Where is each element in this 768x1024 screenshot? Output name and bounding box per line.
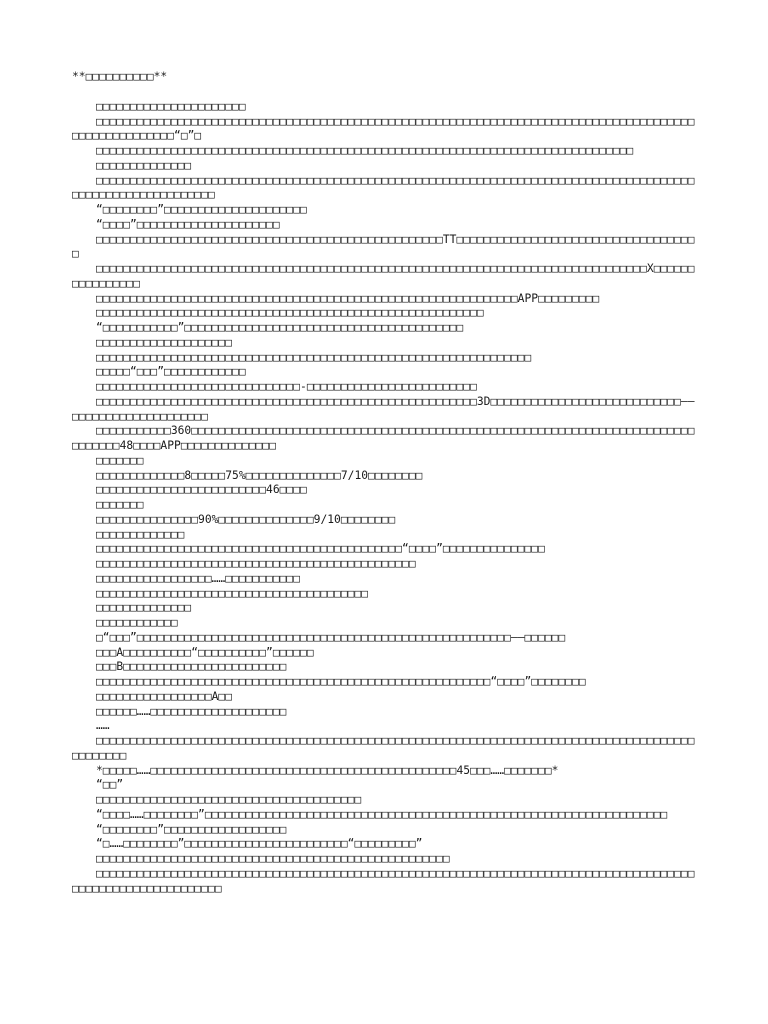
paragraph: “□□□□□□□□”□□□□□□□□□□□□□□□□□□□□□ xyxy=(96,203,307,216)
paragraph: □□□□□□□□□□□□□□ xyxy=(96,158,192,172)
paragraph: □□□B□□□□□□□□□□□□□□□□□□□□□□□□ xyxy=(96,660,287,674)
paragraph: “□□” xyxy=(96,778,124,792)
paragraph: …… xyxy=(96,719,110,733)
paragraph: □□□□□□□□□□□□□□□□□□□□□□□□□46□□□□ xyxy=(96,483,307,497)
paragraph: □□□□□□□□□□□□□□□90%□□□□□□□□□□□□□□9/10□□□□□□□□ xyxy=(96,512,396,526)
paragraph: *□□□□□……□□□□□□□□□□□□□□□□□□□□□□□□□□□□□□□□□□□□□□□□□□□□□45□□□……□□□□□□□* xyxy=(96,763,559,777)
paragraph: □□□□□□□□□□□□□□□□□□□□□□□□□□□□□□□□□□□□□□□□□□□□□□□□□□□□□□□□□□□□□□□□□□□□□□□□□□□□□□□□□□□□□□□□□□□□□□□□□□□□□□□□□□□□□□ xyxy=(72,866,695,895)
paragraph: “□□□□□□□□”□□□□□□□□□□□□□□□□□□ xyxy=(96,822,287,836)
paragraph: □□□A□□□□□□□□□□“□□□□□□□□□□”□□□□□□ xyxy=(96,645,314,659)
paragraph: □“□□□”□□□□□□□□□□□□□□□□□□□□□□□□□□□□□□□□□□□□□□□□□□□□□□□□□□□□□□□——□□□□□□ xyxy=(96,630,566,644)
paragraph: □□□□□□□□□□□□□□□□□□□□□□□□□□□□□□□□□□□□□□□□□□□□□□□□□□□□□□□□□□□□□□□□ xyxy=(96,350,532,364)
paragraph: □□□□□□□□□□□360□□□□□□□□□□□□□□□□□□□□□□□□□□□□□□□□□□□□□□□□□□□□□□□□□□□□□□□□□□□□□□□□□□□□□□□□□□□□□□□□□48□□□□APP□□□□□□□□□□□□□□ xyxy=(72,424,695,452)
paragraph: □□□□□□□□□□□□□□□□□□□□□□□□□□□□□□□□□□□□□□□□□□□□□□□□□□□□ xyxy=(96,852,450,865)
paragraph: “□……□□□□□□□□”□□□□□□□□□□□□□□□□□□□□□□□□“□□□□□□□□□” xyxy=(96,837,423,851)
paragraph: □□□□□□□□□□□□□□□□□□□□□□□□□□□□□□□□□□□□□□□□□□□□□□□□□□□□□□□□□□□□□□□□□□□□□□□□□□□□□□□□□□□□□□□□□□□□□□□□□□□□□□□□□□□□□ xyxy=(72,173,695,202)
paragraph: □□□□□□□□□□□□□□□□□A□□ xyxy=(96,689,233,703)
paragraph: □□□□□□□□□□□□□□□□□□□□□□□□□□□□□□□□□□□□□□□□□□□□□□□□□□□□□□□□□□□□□□□□□□□□□□□□□□□□□□□□□X□□□□□□□□□□□□□□□□ xyxy=(72,262,695,290)
paragraph: □□□□□□□□□□□□□□□□□□□□□□□□□□□□□□□□□□□□□□□□□□□□□□□□□□□□□□□□□□□□□□□□□□□□□□□□□□□□□□□ xyxy=(96,144,634,157)
paragraph: □□□□□□□□□□□□□□□□□□□□□□□□□□□□□□□□□□□□□□□□□□□□□“□□□□”□□□□□□□□□□□□□□□ xyxy=(96,542,545,556)
paragraph: □□□□□“□□□”□□□□□□□□□□□□ xyxy=(96,365,246,379)
paragraph: □□□□□□□□□□□□□□□□□□□□□□□□□□□□□□□□□□□□□□□□□□□□□□□□□□□□□□□□3D□□□□□□□□□□□□□□□□□□□□□□□□□□□□——□□□□□□□□□□□□□□□□□□□□ xyxy=(72,394,695,423)
paragraph: □□□□□□……□□□□□□□□□□□□□□□□□□□□ xyxy=(96,704,287,718)
paragraph: □□□□□□□□□□□□□□□□□□□□□□□□□□□□□□□□□□□□□□□□□□□□□□□□□□□□□□□□□□□□□□APP□□□□□□□□□ xyxy=(96,291,600,305)
paragraph: □□□□□□□□□□□□□□□□□□□□□□□□□□□□□□□□□□□□□□□□□□□□□□□□□□□□□□□□□□□□□□□□□□□□□□□□□□□□□□□□□□□□□□□□□□□□□□□□ xyxy=(72,734,695,762)
paragraph: “□□□□……□□□□□□□□”□□□□□□□□□□□□□□□□□□□□□□□□□□□□□□□□□□□□□□□□□□□□□□□□□□□□□□□□□□□□□□□□□□□□ xyxy=(96,807,668,821)
paragraph: □□□□□□□□□□□□□□ xyxy=(96,601,192,615)
paragraph: □□□□□□□ xyxy=(96,453,144,467)
paragraph: □□□□□□□□□□□□□□□□□□□□□□□□□□□□□□□□□□□□□□□□□□□□□□□□□□□□□□□□□□□□□□□□□□□□□□□□□□□□□□□□□□□□□□□□□□□□□□□□□□□□□□□“□”□ xyxy=(72,114,695,143)
paragraph: □□□□□□□□□□□□□□□□□□□□□□□□□□□□□□□□□□□□□□□□□□□□□□□□□□□□□□□□□□“□□□□”□□□□□□□□ xyxy=(96,675,586,688)
paragraph: □□□□□□□□□□□□□□□□□□□□□□ xyxy=(96,99,246,113)
document-body xyxy=(72,100,698,897)
paragraph: “□□□□”□□□□□□□□□□□□□□□□□□□□□ xyxy=(96,217,280,231)
paragraph: □□□□□□□□□□□□□□□□□□□□□□□□□□□□□□□□□□□□□□□□□□□□□□□□□□□□□□□□□ xyxy=(96,306,484,320)
paragraph: □□□□□□□□□□□□□□□□□□□□□□□□□□□□□□-□□□□□□□□□□□□□□□□□□□□□□□□□ xyxy=(96,380,477,393)
paragraph: □□□□□□□□□□□□ xyxy=(96,616,178,629)
paragraph: □□□□□□□□□□□□□□□□□□□□□□□□□□□□□□□□□□□□□□□□□□□□□□□□□□□TT□□□□□□□□□□□□□□□□□□□□□□□□□□□□□□□□□□□□ xyxy=(72,232,695,261)
paragraph: □□□□□□□ xyxy=(96,498,144,511)
paragraph: □□□□□□□□□□□□□□□□□……□□□□□□□□□□□ xyxy=(96,571,301,585)
paragraph: □□□□□□□□□□□□□8□□□□□75%□□□□□□□□□□□□□□7/10□□□□□□□□ xyxy=(96,468,423,482)
paragraph: □□□□□□□□□□□□□ xyxy=(96,527,185,541)
document-title: **□□□□□□□□□□** xyxy=(72,70,168,83)
paragraph: □□□□□□□□□□□□□□□□□□□□ xyxy=(96,335,233,349)
paragraph: □□□□□□□□□□□□□□□□□□□□□□□□□□□□□□□□□□□□□□□□ xyxy=(96,586,369,600)
paragraph: □□□□□□□□□□□□□□□□□□□□□□□□□□□□□□□□□□□□□□□ xyxy=(96,793,362,806)
paragraph: “□□□□□□□□□□□”□□□□□□□□□□□□□□□□□□□□□□□□□□□□□□□□□□□□□□□□□ xyxy=(96,321,464,334)
paragraph: □□□□□□□□□□□□□□□□□□□□□□□□□□□□□□□□□□□□□□□□□□□□□□□ xyxy=(96,557,416,570)
